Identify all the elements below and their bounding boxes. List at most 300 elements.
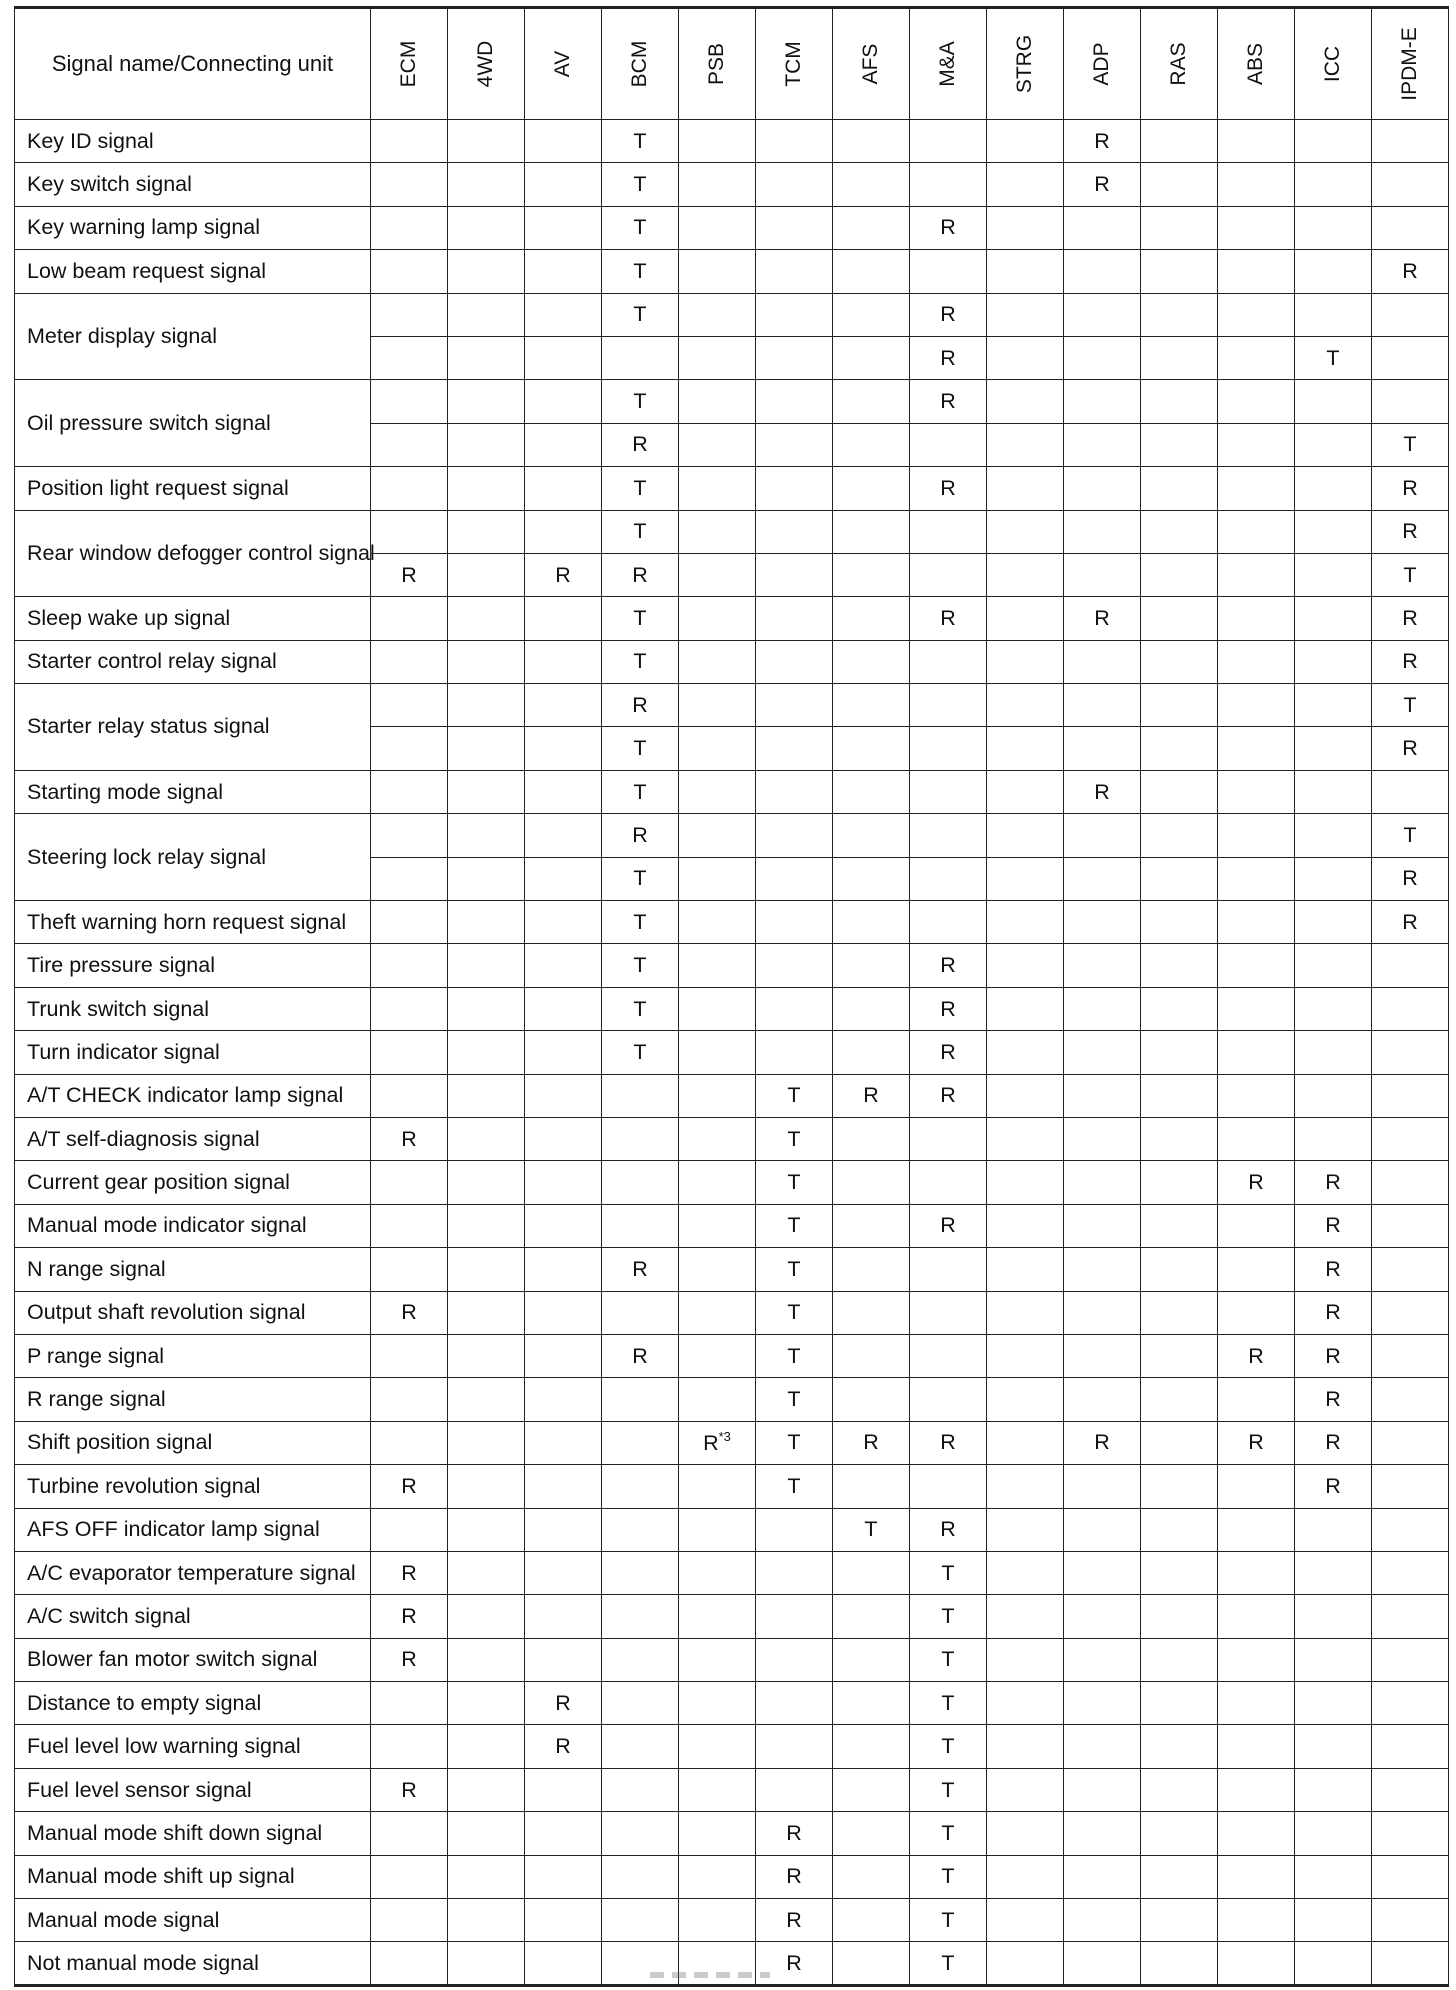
- signal-cell: [1064, 206, 1141, 249]
- signal-cell: [602, 1421, 679, 1464]
- signal-cell: [987, 1508, 1064, 1551]
- signal-cell: [1064, 336, 1141, 379]
- signal-cell: [602, 163, 679, 206]
- signal-cell: [602, 770, 679, 813]
- signal-cell: [910, 640, 987, 683]
- signal-name-cell: Tire pressure signal: [15, 944, 371, 987]
- signal-cell: [448, 1465, 525, 1508]
- signal-cell: [1218, 1899, 1295, 1942]
- unit-column-label: BCM: [628, 40, 651, 88]
- signal-cell: [1295, 510, 1372, 553]
- signal-cell: [525, 1768, 602, 1811]
- signal-cell: [1218, 1248, 1295, 1291]
- signal-cell: [679, 1942, 756, 1985]
- signal-cell: [448, 1508, 525, 1551]
- signal-table-container: [14, 6, 1448, 1987]
- signal-name-cell: A/C switch signal: [15, 1595, 371, 1638]
- signal-cell: [1295, 293, 1372, 336]
- table-row: [15, 380, 1449, 423]
- signal-cell: [1064, 120, 1141, 163]
- signal-direction: T: [787, 1126, 801, 1151]
- signal-cell: [1218, 423, 1295, 466]
- signal-cell: [756, 1899, 833, 1942]
- signal-cell: [987, 727, 1064, 770]
- signal-cell: [1372, 1031, 1449, 1074]
- signal-cell: [756, 1725, 833, 1768]
- signal-cell: [987, 1334, 1064, 1377]
- unit-column-label: PSB: [705, 42, 728, 86]
- signal-cell: [833, 857, 910, 900]
- signal-cell: [1218, 857, 1295, 900]
- signal-cell: [833, 1942, 910, 1985]
- signal-cell: [679, 1074, 756, 1117]
- signal-cell: [1218, 987, 1295, 1030]
- signal-cell: [1064, 1204, 1141, 1247]
- signal-cell: [525, 1421, 602, 1464]
- signal-cell: [525, 510, 602, 553]
- signal-cell: [1372, 1812, 1449, 1855]
- signal-direction: R: [632, 1343, 648, 1368]
- signal-name-cell: Turbine revolution signal: [15, 1465, 371, 1508]
- signal-cell: [910, 1855, 987, 1898]
- signal-cell: [448, 120, 525, 163]
- table-row: [15, 1899, 1449, 1942]
- signal-cell: [1372, 336, 1449, 379]
- signal-cell: [1372, 1334, 1449, 1377]
- signal-cell: [756, 467, 833, 510]
- signal-cell: [602, 1768, 679, 1811]
- signal-direction: R: [1094, 128, 1110, 153]
- signal-cell: [525, 467, 602, 510]
- signal-cell: [833, 206, 910, 249]
- signal-cell: [1295, 901, 1372, 944]
- signal-cell: [1141, 770, 1218, 813]
- signal-name-cell: Starting mode signal: [15, 770, 371, 813]
- signal-cell: [448, 1161, 525, 1204]
- signal-cell: [679, 1812, 756, 1855]
- signal-cell: [756, 1117, 833, 1160]
- signal-direction: T: [787, 1083, 801, 1108]
- signal-cell: [679, 1682, 756, 1725]
- signal-direction: R: [1325, 1256, 1341, 1281]
- signal-cell: [448, 206, 525, 249]
- signal-direction: R: [401, 1126, 417, 1151]
- signal-direction: T: [941, 1734, 955, 1759]
- signal-direction: R: [1325, 1473, 1341, 1498]
- signal-cell: [1295, 423, 1372, 466]
- signal-cell: [525, 380, 602, 423]
- signal-cell: [987, 206, 1064, 249]
- signal-cell: [602, 467, 679, 510]
- unit-column-header: [1064, 8, 1141, 120]
- table-row: [15, 1508, 1449, 1551]
- signal-cell: [1372, 250, 1449, 293]
- signal-cell: [833, 1682, 910, 1725]
- signal-cell: [910, 901, 987, 944]
- signal-cell: [987, 814, 1064, 857]
- signal-cell: [371, 1508, 448, 1551]
- unit-column-header: [1372, 8, 1449, 120]
- signal-cell: [1218, 120, 1295, 163]
- signal-cell: [987, 1682, 1064, 1725]
- signal-cell: [525, 1074, 602, 1117]
- signal-cell: [1064, 1812, 1141, 1855]
- signal-cell: [987, 1117, 1064, 1160]
- signal-cell: [371, 510, 448, 553]
- signal-cell: [987, 944, 1064, 987]
- signal-name-cell: Key ID signal: [15, 120, 371, 163]
- signal-direction: T: [633, 215, 647, 240]
- signal-cell: [987, 163, 1064, 206]
- signal-direction: R: [940, 215, 956, 240]
- signal-cell: [1372, 1074, 1449, 1117]
- signal-cell: [525, 1551, 602, 1594]
- signal-cell: [1372, 987, 1449, 1030]
- signal-direction: R: [940, 953, 956, 978]
- signal-direction: R: [1248, 1430, 1264, 1455]
- signal-cell: [679, 1508, 756, 1551]
- signal-cell: [1295, 1074, 1372, 1117]
- signal-direction: R: [1094, 605, 1110, 630]
- signal-cell: [525, 987, 602, 1030]
- signal-cell: [987, 250, 1064, 293]
- signal-direction: R: [940, 605, 956, 630]
- signal-cell: [1295, 1682, 1372, 1725]
- signal-cell: [1295, 1031, 1372, 1074]
- signal-cell: [525, 1942, 602, 1985]
- signal-cell: [448, 336, 525, 379]
- signal-cell: [679, 250, 756, 293]
- signal-cell: [448, 770, 525, 813]
- signal-cell: [1295, 1595, 1372, 1638]
- signal-cell: [525, 1465, 602, 1508]
- signal-direction: R: [786, 1864, 802, 1889]
- table-row: [15, 1551, 1449, 1594]
- signal-cell: [1218, 163, 1295, 206]
- signal-name-cell: Steering lock relay signal: [15, 814, 371, 901]
- signal-cell: [1141, 1161, 1218, 1204]
- table-row: [15, 1161, 1449, 1204]
- signal-cell: [371, 1117, 448, 1160]
- unit-column-label: ECM: [397, 40, 420, 88]
- signal-cell: [833, 1812, 910, 1855]
- signal-cell: [602, 1074, 679, 1117]
- signal-cell: [987, 1421, 1064, 1464]
- signal-direction: R: [1325, 1430, 1341, 1455]
- signal-cell: [448, 1204, 525, 1247]
- signal-cell: [756, 1508, 833, 1551]
- signal-cell: [448, 380, 525, 423]
- signal-cell: [833, 250, 910, 293]
- signal-cell: [1295, 1248, 1372, 1291]
- signal-cell: [525, 727, 602, 770]
- signal-cell: [1372, 1204, 1449, 1247]
- signal-direction: R: [1402, 605, 1418, 630]
- signal-cell: [371, 380, 448, 423]
- signal-cell: [1372, 1117, 1449, 1160]
- table-row: [15, 250, 1449, 293]
- signal-cell: [833, 1508, 910, 1551]
- signal-name-cell: Rear window defogger control signal: [15, 510, 371, 597]
- signal-direction: T: [941, 1864, 955, 1889]
- unit-column-label: TCM: [782, 41, 805, 87]
- signal-cell: [602, 1638, 679, 1681]
- signal-cell: [833, 1117, 910, 1160]
- signal-cell: [1064, 1551, 1141, 1594]
- signal-cell: [371, 553, 448, 596]
- signal-cell: [1064, 1508, 1141, 1551]
- signal-cell: [602, 1248, 679, 1291]
- signal-direction: R: [940, 345, 956, 370]
- signal-cell: [756, 684, 833, 727]
- signal-cell: [1141, 597, 1218, 640]
- signal-cell: [1064, 1899, 1141, 1942]
- signal-direction: R: [1094, 779, 1110, 804]
- signal-cell: [1141, 944, 1218, 987]
- signal-name-cell: Current gear position signal: [15, 1161, 371, 1204]
- signal-name-cell: Manual mode signal: [15, 1899, 371, 1942]
- signal-cell: [1295, 1508, 1372, 1551]
- signal-direction: T: [633, 866, 647, 891]
- signal-cell: [1141, 1638, 1218, 1681]
- signal-direction: T: [633, 605, 647, 630]
- signal-cell: [448, 1334, 525, 1377]
- signal-direction: T: [1403, 692, 1417, 717]
- signal-cell: [679, 1855, 756, 1898]
- signal-cell: [1064, 1117, 1141, 1160]
- signal-cell: [679, 553, 756, 596]
- signal-cell: [1064, 1074, 1141, 1117]
- signal-cell: [833, 901, 910, 944]
- signal-cell: [1295, 1768, 1372, 1811]
- signal-cell: [1064, 293, 1141, 336]
- signal-direction: R: [1325, 1170, 1341, 1195]
- signal-cell: [1295, 597, 1372, 640]
- signal-direction: R: [1402, 736, 1418, 761]
- signal-direction: R: [1248, 1170, 1264, 1195]
- signal-cell: [371, 987, 448, 1030]
- signal-cell: [1295, 163, 1372, 206]
- signal-cell: [602, 1117, 679, 1160]
- signal-cell: [679, 901, 756, 944]
- signal-cell: [371, 597, 448, 640]
- signal-cell: [1218, 684, 1295, 727]
- signal-cell: [1141, 1595, 1218, 1638]
- table-row: [15, 597, 1449, 640]
- signal-cell: [371, 1161, 448, 1204]
- signal-cell: [910, 206, 987, 249]
- signal-cell: [1295, 1421, 1372, 1464]
- signal-cell: [756, 1638, 833, 1681]
- signal-cell: [525, 1291, 602, 1334]
- signal-name-cell: Manual mode shift down signal: [15, 1812, 371, 1855]
- signal-cell: [1218, 944, 1295, 987]
- signal-cell: [1372, 684, 1449, 727]
- signal-direction: T: [633, 389, 647, 414]
- signal-direction: R: [401, 1473, 417, 1498]
- signal-cell: [987, 1768, 1064, 1811]
- signal-cell: [1141, 1942, 1218, 1985]
- signal-cell: [987, 1595, 1064, 1638]
- signal-cell: [1295, 206, 1372, 249]
- signal-cell: [1218, 1682, 1295, 1725]
- signal-cell: [371, 727, 448, 770]
- signal-cell: [371, 1899, 448, 1942]
- signal-cell: [833, 1465, 910, 1508]
- signal-cell: [833, 987, 910, 1030]
- signal-name-cell: Fuel level low warning signal: [15, 1725, 371, 1768]
- signal-direction: T: [787, 1387, 801, 1412]
- signal-direction: R: [555, 562, 571, 587]
- signal-cell: [756, 163, 833, 206]
- signal-cell: [1064, 770, 1141, 813]
- signal-cell: [448, 250, 525, 293]
- signal-cell: [1372, 727, 1449, 770]
- signal-cell: [910, 1074, 987, 1117]
- signal-cell: [679, 1117, 756, 1160]
- signal-cell: [1064, 163, 1141, 206]
- signal-cell: [448, 423, 525, 466]
- signal-name-cell: Turn indicator signal: [15, 1031, 371, 1074]
- signal-cell: [756, 1378, 833, 1421]
- signal-cell: [371, 120, 448, 163]
- signal-direction: T: [864, 1517, 878, 1542]
- signal-cell: [833, 640, 910, 683]
- signal-cell: [679, 163, 756, 206]
- signal-cell: [1372, 1899, 1449, 1942]
- signal-cell: [987, 684, 1064, 727]
- signal-direction: R: [632, 562, 648, 587]
- signal-cell: [1218, 727, 1295, 770]
- signal-cell: [987, 1378, 1064, 1421]
- signal-direction: R: [1248, 1343, 1264, 1368]
- signal-cell: [602, 1204, 679, 1247]
- unit-column-label: M&A: [936, 41, 959, 87]
- signal-cell: [833, 1378, 910, 1421]
- signal-cell: [1372, 1421, 1449, 1464]
- signal-cell: [1372, 640, 1449, 683]
- signal-direction: T: [633, 649, 647, 674]
- signal-cell: [756, 1768, 833, 1811]
- signal-cell: [987, 901, 1064, 944]
- signal-cell: [1141, 250, 1218, 293]
- signal-cell: [833, 336, 910, 379]
- signal-cell: [910, 1899, 987, 1942]
- table-row: [15, 1031, 1449, 1074]
- signal-cell: [679, 640, 756, 683]
- signal-cell: [910, 163, 987, 206]
- signal-cell: [602, 901, 679, 944]
- signal-cell: [1064, 423, 1141, 466]
- signal-cell: [910, 987, 987, 1030]
- signal-cell: [756, 857, 833, 900]
- signal-cell: [756, 250, 833, 293]
- signal-cell: [1295, 250, 1372, 293]
- signal-cell: [602, 120, 679, 163]
- signal-name-cell: Position light request signal: [15, 467, 371, 510]
- unit-column-header: [525, 8, 602, 120]
- signal-cell: [756, 293, 833, 336]
- signal-cell: [448, 1682, 525, 1725]
- signal-cell: [1141, 1291, 1218, 1334]
- signal-cell: [1372, 1682, 1449, 1725]
- signal-cell: [1295, 120, 1372, 163]
- signal-cell: [910, 1508, 987, 1551]
- signal-cell: [1372, 1725, 1449, 1768]
- signal-cell: [833, 1291, 910, 1334]
- unit-column-label: ABS: [1244, 42, 1267, 86]
- signal-cell: [1218, 1161, 1295, 1204]
- signal-cell: [1141, 1855, 1218, 1898]
- signal-direction: R: [1402, 649, 1418, 674]
- signal-direction: R: [940, 389, 956, 414]
- table-row: [15, 206, 1449, 249]
- signal-cell: [448, 814, 525, 857]
- signal-cell: [1372, 597, 1449, 640]
- signal-cell: [448, 1725, 525, 1768]
- signal-cell: [1141, 553, 1218, 596]
- signal-cell: [679, 727, 756, 770]
- signal-direction: R: [940, 1430, 956, 1455]
- signal-cell: [525, 1899, 602, 1942]
- signal-direction: T: [941, 1560, 955, 1585]
- signal-cell: [1295, 1942, 1372, 1985]
- signal-direction: T: [941, 1777, 955, 1802]
- signal-name-cell: R range signal: [15, 1378, 371, 1421]
- signal-cell: [1295, 770, 1372, 813]
- signal-cell: [525, 1248, 602, 1291]
- signal-cell: [1372, 1378, 1449, 1421]
- table-header: [15, 8, 1449, 120]
- signal-cell: [987, 1204, 1064, 1247]
- table-row: [15, 640, 1449, 683]
- signal-cell: [448, 467, 525, 510]
- signal-cell: [1141, 336, 1218, 379]
- signal-cell: [1372, 1768, 1449, 1811]
- signal-cell: [1141, 1117, 1218, 1160]
- signal-cell: [987, 1074, 1064, 1117]
- signal-direction: R: [1325, 1300, 1341, 1325]
- signal-cell: [756, 1291, 833, 1334]
- table-row: [15, 1334, 1449, 1377]
- signal-cell: [756, 1248, 833, 1291]
- signal-cell: [602, 1378, 679, 1421]
- signal-direction: T: [787, 1170, 801, 1195]
- signal-cell: [525, 1595, 602, 1638]
- signal-cell: [525, 1682, 602, 1725]
- signal-cell: [1295, 1812, 1372, 1855]
- signal-direction: T: [1326, 345, 1340, 370]
- signal-cell: [1064, 1161, 1141, 1204]
- unit-column-label: ADP: [1090, 42, 1113, 86]
- signal-cell: [602, 1942, 679, 1985]
- signal-cell: [602, 250, 679, 293]
- signal-cell: [910, 944, 987, 987]
- signal-cell: [1295, 640, 1372, 683]
- signal-direction: T: [633, 475, 647, 500]
- signal-cell: [756, 1031, 833, 1074]
- table-row: [15, 293, 1449, 336]
- signal-cell: [448, 163, 525, 206]
- signal-cell: [756, 380, 833, 423]
- signal-cell: [1064, 814, 1141, 857]
- signal-cell: [525, 640, 602, 683]
- signal-direction: T: [941, 1907, 955, 1932]
- signal-cell: [1064, 1768, 1141, 1811]
- table-row: [15, 163, 1449, 206]
- table-row: [15, 467, 1449, 510]
- signal-cell: [833, 1204, 910, 1247]
